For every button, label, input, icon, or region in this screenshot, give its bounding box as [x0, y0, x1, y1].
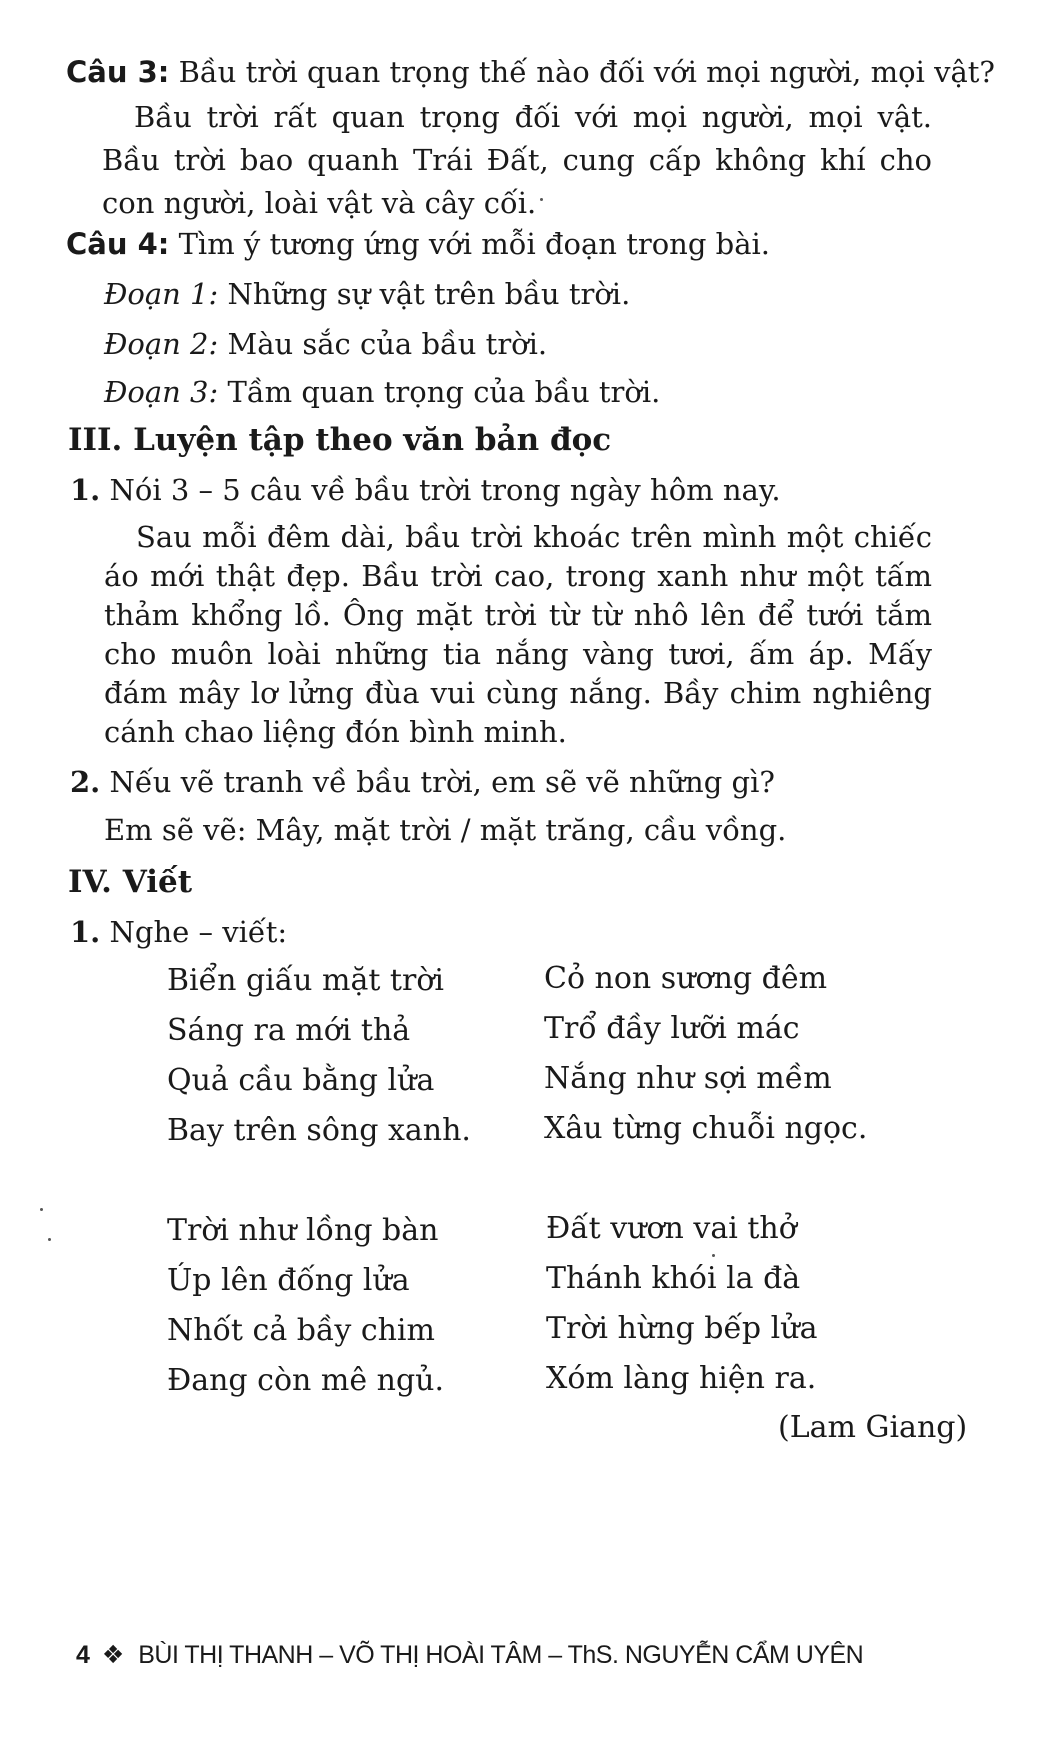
exercise-number: 2. — [70, 765, 101, 799]
section-4-heading: IV. Viết — [68, 864, 193, 900]
ornament-icon: ❖ — [101, 1641, 124, 1669]
poem-line: Đang còn mê ngủ. — [167, 1363, 445, 1398]
poem-line: Bay trên sông xanh. — [167, 1113, 471, 1148]
poem-line: Quả cầu bằng lửa — [167, 1063, 435, 1098]
exercise-3-2-answer: Em sẽ vẽ: Mây, mặt trời / mặt trăng, cầu vồng. — [104, 813, 787, 847]
scan-speck — [540, 198, 543, 201]
poem-line: Cỏ non sương đêm — [544, 961, 828, 996]
poem-stanza-1-right — [544, 954, 867, 1154]
scan-speck — [48, 1238, 51, 1241]
exercise-prompt: Nếu vẽ tranh về bầu trời, em sẽ vẽ những gì? — [109, 765, 775, 799]
poem-stanza-1-left — [167, 956, 471, 1156]
poem-author: (Lam Giang) — [778, 1410, 968, 1445]
exercise-4-1 — [70, 914, 287, 950]
exercise-3-2 — [70, 764, 775, 800]
footer-authors: BÙI THỊ THANH – VÕ THỊ HOÀI TÂM – ThS. NGUYỄN CẨM UYÊN — [138, 1641, 864, 1669]
page-number: 4 — [76, 1641, 90, 1669]
exercise-number: 1. — [70, 915, 101, 949]
question-4-label: Câu 4: — [66, 227, 170, 261]
scan-speck — [40, 1208, 43, 1211]
poem-line: Đất vươn vai thở — [546, 1211, 797, 1246]
paragraph-label: Đoạn 2: — [104, 327, 219, 361]
paragraph-idea-text: Tầm quan trọng của bầu trời. — [227, 375, 661, 409]
paragraph-label: Đoạn 3: — [104, 375, 219, 409]
question-3 — [66, 54, 995, 90]
paragraph-idea-1 — [104, 276, 630, 312]
exercise-3-1-answer: Sau mỗi đêm dài, bầu trời khoác trên mình một chiếc áo mới thật đẹp. Bầu trời cao, trong xanh như một tấm thảm khổng lồ. Ông mặt trời từ từ nhô lên để tưới tắm cho muôn loài những tia nắng vàng tươi, ấm áp. Mấy đám mây lơ lửng đùa vui cùng nắng. Bầy chim nghiêng cánh chao liệng đón bình minh. — [104, 520, 932, 749]
paragraph-idea-3 — [104, 374, 660, 410]
exercise-prompt: Nói 3 – 5 câu về bầu trời trong ngày hôm nay. — [109, 473, 781, 507]
poem-line: Xâu từng chuỗi ngọc. — [544, 1111, 868, 1146]
section-3-heading: III. Luyện tập theo văn bản đọc — [68, 422, 612, 458]
poem-line: Sáng ra mới thả — [167, 1013, 411, 1048]
poem-line: Nhốt cả bầy chim — [167, 1313, 435, 1348]
scan-speck — [712, 1254, 715, 1257]
poem-stanza-2-right — [546, 1204, 817, 1404]
exercise-number: 1. — [70, 473, 101, 507]
poem-line: Thánh khói la đà — [546, 1261, 801, 1296]
poem-line: Nắng như sợi mềm — [544, 1061, 832, 1096]
question-3-answer: Bầu trời rất quan trọng đối với mọi người, mọi vật. Bầu trời bao quanh Trái Đất, cung cấp không khí cho con người, loài vật và cây cối. — [102, 100, 932, 220]
paragraph-idea-text: Màu sắc của bầu trời. — [227, 327, 548, 361]
question-4-text: Tìm ý tương ứng với mỗi đoạn trong bài. — [178, 227, 770, 261]
poem-line: Biển giấu mặt trời — [167, 963, 444, 998]
question-4 — [66, 226, 770, 262]
paragraph-idea-text: Những sự vật trên bầu trời. — [227, 277, 631, 311]
paragraph-label: Đoạn 1: — [104, 277, 219, 311]
exercise-3-1 — [70, 472, 781, 508]
poem-stanza-2-left — [167, 1206, 444, 1406]
paragraph-idea-2 — [104, 326, 547, 362]
poem-line: Trổ đầy lưỡi mác — [544, 1011, 800, 1046]
exercise-prompt: Nghe – viết: — [109, 915, 288, 949]
poem-line: Úp lên đống lửa — [167, 1263, 410, 1298]
page-footer — [76, 1640, 863, 1670]
poem-line: Trời hừng bếp lửa — [546, 1311, 818, 1346]
question-3-text: Bầu trời quan trọng thế nào đối với mọi người, mọi vật? — [178, 55, 995, 89]
poem-line: Xóm làng hiện ra. — [546, 1361, 817, 1396]
question-3-label: Câu 3: — [66, 55, 170, 89]
poem-line: Trời như lồng bàn — [167, 1213, 439, 1248]
